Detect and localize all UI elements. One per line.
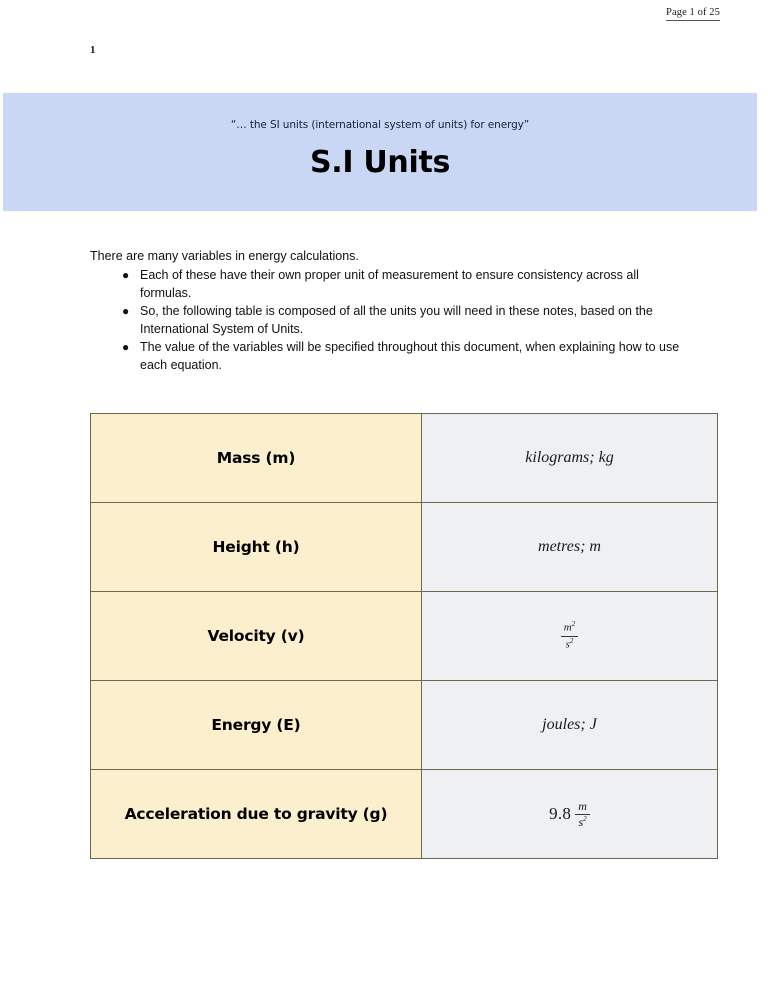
intro-paragraph: There are many variables in energy calculations.: [90, 249, 359, 263]
list-item-text: The value of the variables will be specified throughout this document, when explaining how to use each equation.: [140, 340, 680, 372]
unit-value-cell: joules; J: [422, 681, 718, 770]
fraction-velocity: [561, 621, 578, 650]
page-title: S.I Units: [309, 145, 451, 180]
variable-name-cell: Acceleration due to gravity (g): [91, 770, 422, 859]
unit-value-cell: [422, 770, 718, 859]
unit-value-cell: [422, 592, 718, 681]
title-banner: [3, 93, 757, 211]
si-units-table: [90, 413, 718, 859]
list-item-text: Each of these have their own proper unit of measurement to ensure consistency across all formulas.: [140, 268, 639, 300]
list-item: [90, 303, 680, 338]
bullet-list: [90, 267, 680, 374]
table-row: [91, 770, 718, 859]
unit-value-cell: metres; m: [422, 503, 718, 592]
variable-name-cell: Height (h): [91, 503, 422, 592]
fraction-numerator: $m^2$: [561, 621, 578, 636]
list-item-text: So, the following table is composed of all the units you will need in these notes, based on the International System of Units.: [140, 304, 653, 336]
unit-value-cell: kilograms; kg: [422, 414, 718, 503]
banner-subtitle: “… the SI units (international system of units) for energy”: [230, 119, 530, 131]
gravity-scalar: 9.8: [549, 804, 572, 823]
list-item: [90, 339, 680, 374]
fraction-denominator: $s^2$: [565, 636, 574, 651]
bullet-icon: ●: [122, 340, 130, 354]
bullet-icon: ●: [122, 304, 130, 318]
table-row: [91, 503, 718, 592]
fraction-numerator: m: [575, 800, 590, 815]
fraction-denominator: $s^2$: [578, 814, 587, 829]
page-marker: 1: [90, 44, 96, 56]
list-item: [90, 267, 680, 302]
variable-name-cell: Energy (E): [91, 681, 422, 770]
bullet-icon: ●: [122, 268, 130, 282]
fraction-gravity: [575, 800, 590, 828]
page-indicator: Page 1 of 25: [666, 6, 720, 21]
variable-name-cell: Mass (m): [91, 414, 422, 503]
variable-name-cell: Velocity (v): [91, 592, 422, 681]
table-row: [91, 681, 718, 770]
table-row: [91, 592, 718, 681]
table-row: [91, 414, 718, 503]
body-copy: [90, 248, 680, 375]
